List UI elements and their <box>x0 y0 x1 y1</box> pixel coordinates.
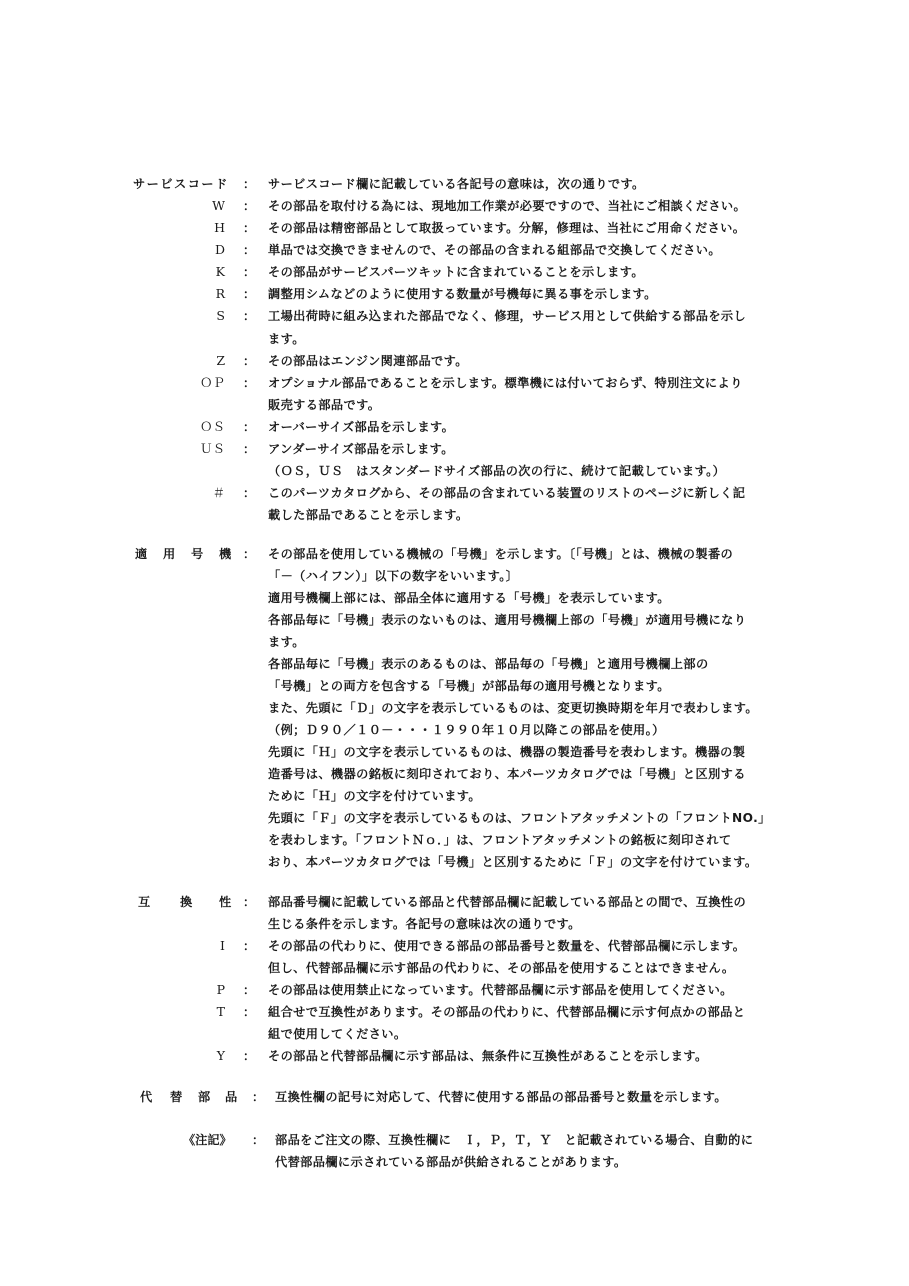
substitute-parts-label-char-1: 代 <box>140 1090 153 1104</box>
colon: ： <box>243 1005 256 1019</box>
colon: ： <box>243 265 256 279</box>
applicable-model-line: （例；Ｄ９０／１０－・・・１９９０年１０月以降この部品を使用。） <box>268 723 665 737</box>
applicable-model-label-char-3: 号 <box>191 547 204 561</box>
applicable-model-line: ために「Ｈ」の文字を付けています。 <box>268 789 482 803</box>
colon: ： <box>243 354 256 368</box>
code-r-desc: 調整用シムなどのように使用する数量が号機毎に異る事を示します。 <box>268 287 657 301</box>
applicable-model-label-char-1: 適 <box>135 547 148 561</box>
code-d: D <box>214 242 225 257</box>
code-h-desc: その部品は精密部品として取扱っています。分解，修理は、当社にご用命ください。 <box>268 221 746 235</box>
code-h: H <box>214 220 225 235</box>
code-k: K <box>215 264 225 279</box>
colon: ： <box>243 1049 256 1063</box>
interchangeability-label-char-1: 互 <box>138 895 151 909</box>
applicable-model-line: おり、本パーツカタログでは「号機」と区別するために「Ｆ」の文字を付けています。 <box>268 855 758 869</box>
applicable-model-line: その部品を使用している機械の「号機」を示します。〔「号機」とは、機械の製番の <box>268 547 734 561</box>
colon: ： <box>243 442 256 456</box>
applicable-model-line: また、先頭に「Ｄ」の文字を表示しているものは、変更切換時期を年月で表わします。 <box>268 701 758 715</box>
code-t-desc-line1: 組合せで互換性があります。その部品の代わりに、代替部品欄に示す何点かの部品と <box>268 1005 746 1019</box>
code-s-desc-line1: 工場出荷時に組み込まれた部品でなく、修理，サービス用として供給する部品を示し <box>268 309 747 323</box>
colon: ： <box>243 309 256 323</box>
applicable-model-line: 先頭に「Ｆ」の文字を表示しているものは、フロントアタッチメントの「フロントNO.」 <box>268 811 771 825</box>
code-t-desc-line2: 組で使用してください。 <box>268 1027 407 1041</box>
colon: ： <box>243 486 256 500</box>
colon: ： <box>243 983 256 997</box>
code-hash-desc-line2: 載した部品であることを示します。 <box>268 508 469 522</box>
code-os: ＯＳ <box>199 419 225 434</box>
applicable-model-line: 先頭に「Ｈ」の文字を表示しているものは、機器の製造番号を表わします。機器の製 <box>268 745 746 759</box>
substitute-parts-label-char-4: 品 <box>225 1090 238 1104</box>
substitute-parts-label-char-3: 部 <box>198 1090 211 1104</box>
colon: ： <box>243 939 256 953</box>
colon: ： <box>243 177 256 191</box>
substitute-parts-desc: 互換性欄の記号に対応して、代替に使用する部品の部品番号と数量を示します。 <box>275 1090 727 1104</box>
note-label: 《注記》 <box>183 1133 232 1147</box>
colon: ： <box>243 243 256 257</box>
applicable-model-line: 「－（ハイフン）」以下の数字をいいます。〕 <box>268 569 519 583</box>
note-line2: 代替部品欄に示されている部品が供給されることがあります。 <box>275 1155 627 1169</box>
code-i: I <box>220 938 225 953</box>
applicable-model-line: 各部品毎に「号機」表示のあるものは、部品毎の「号機」と適用号機欄上部の <box>268 657 709 671</box>
code-os-desc: オーバーサイズ部品を示します。 <box>268 420 455 434</box>
colon: ： <box>243 199 256 213</box>
applicable-model-line: 各部品毎に「号機」表示のないものは、適用号機欄上部の「号機」が適用号機になり <box>268 613 747 627</box>
code-y-desc: その部品と代替部品欄に示す部品は、無条件に互換性があることを示します。 <box>268 1049 708 1063</box>
applicable-model-line: 「号機」との両方を包含する「号機」が部品毎の適用号機となります。 <box>268 679 670 693</box>
code-k-desc: その部品がサービスパーツキットに含まれていることを示します。 <box>268 265 644 279</box>
code-op-desc-line2: 販売する部品です。 <box>268 398 381 412</box>
applicable-model-line: ます。 <box>268 635 305 649</box>
code-us-desc-line1: アンダーサイズ部品を示します。 <box>268 442 454 456</box>
code-op: ＯＰ <box>199 375 225 390</box>
code-i-desc-line2: 但し、代替部品欄に示す部品の代わりに、その部品を使用することはできません。 <box>268 961 735 975</box>
code-r: R <box>215 286 225 301</box>
interchangeability-intro-line2: 生じる条件を示します。各記号の意味は次の通りです。 <box>268 917 581 931</box>
service-code-label: サービスコード <box>133 177 229 191</box>
code-op-desc-line1: オプショナル部品であることを示します。標準機には付いておらず、特別注文により <box>268 376 743 390</box>
code-s: S <box>216 308 225 323</box>
interchangeability-intro-line1: 部品番号欄に記載している部品と代替部品欄に記載している部品との間で、互換性の <box>268 895 747 909</box>
interchangeability-label-char-3: 性 <box>219 895 232 909</box>
substitute-parts-label-char-2: 替 <box>170 1090 183 1104</box>
colon: ： <box>243 376 256 390</box>
code-hash: ＃ <box>212 485 225 500</box>
colon: ： <box>243 287 256 301</box>
applicable-model-label-char-2: 用 <box>163 547 176 561</box>
code-w-desc: その部品を取付ける為には、現地加工作業が必要ですので、当社にご相談ください。 <box>268 199 747 213</box>
code-p-desc: その部品は使用禁止になっています。代替部品欄に示す部品を使用してください。 <box>268 983 733 997</box>
code-i-desc-line1: その部品の代わりに、使用できる部品の部品番号と数量を、代替部品欄に示します。 <box>268 939 746 953</box>
code-us-desc-line2: （ＯＳ，ＵＳ はスタンダードサイズ部品の次の行に、続けて記載しています。） <box>268 464 726 478</box>
colon: ： <box>243 895 256 909</box>
code-z-desc: その部品はエンジン関連部品です。 <box>268 354 468 368</box>
code-w: W <box>212 198 225 213</box>
code-hash-desc-line1: このパーツカタログから、その部品の含まれている装置のリストのページに新しく記 <box>268 486 746 500</box>
colon: ： <box>252 1133 265 1147</box>
code-z: Z <box>216 353 225 368</box>
colon: ： <box>243 221 256 235</box>
interchangeability-label-char-2: 換 <box>180 895 193 909</box>
code-t: T <box>216 1004 225 1019</box>
code-y: Y <box>216 1048 225 1063</box>
colon: ： <box>243 547 256 561</box>
code-d-desc: 単品では交換できませんので、その部品の含まれる組部品で交換してください。 <box>268 243 721 257</box>
note-line1: 部品をご注文の際、互換性欄に Ｉ，Ｐ，Ｔ，Ｙ と記載されている場合、自動的に <box>275 1133 754 1147</box>
service-code-intro: サービスコード欄に記載している各記号の意味は，次の通りです。 <box>268 177 645 191</box>
colon: ： <box>252 1090 265 1104</box>
applicable-model-line: 適用号機欄上部には、部品全体に適用する「号機」を表示しています。 <box>268 591 670 605</box>
code-us: ＵＳ <box>199 441 225 456</box>
colon: ： <box>243 420 256 434</box>
applicable-model-label-char-4: 機 <box>219 547 232 561</box>
applicable-model-line: を表わします。「フロントＮｏ．」は、フロントアタッチメントの銘板に刻印されて <box>268 833 732 847</box>
applicable-model-line: 造番号は、機器の銘板に刻印されており、本パーツカタログでは「号機」と区別する <box>268 767 746 781</box>
code-s-desc-line2: ます。 <box>268 332 305 346</box>
code-p: P <box>216 982 225 997</box>
